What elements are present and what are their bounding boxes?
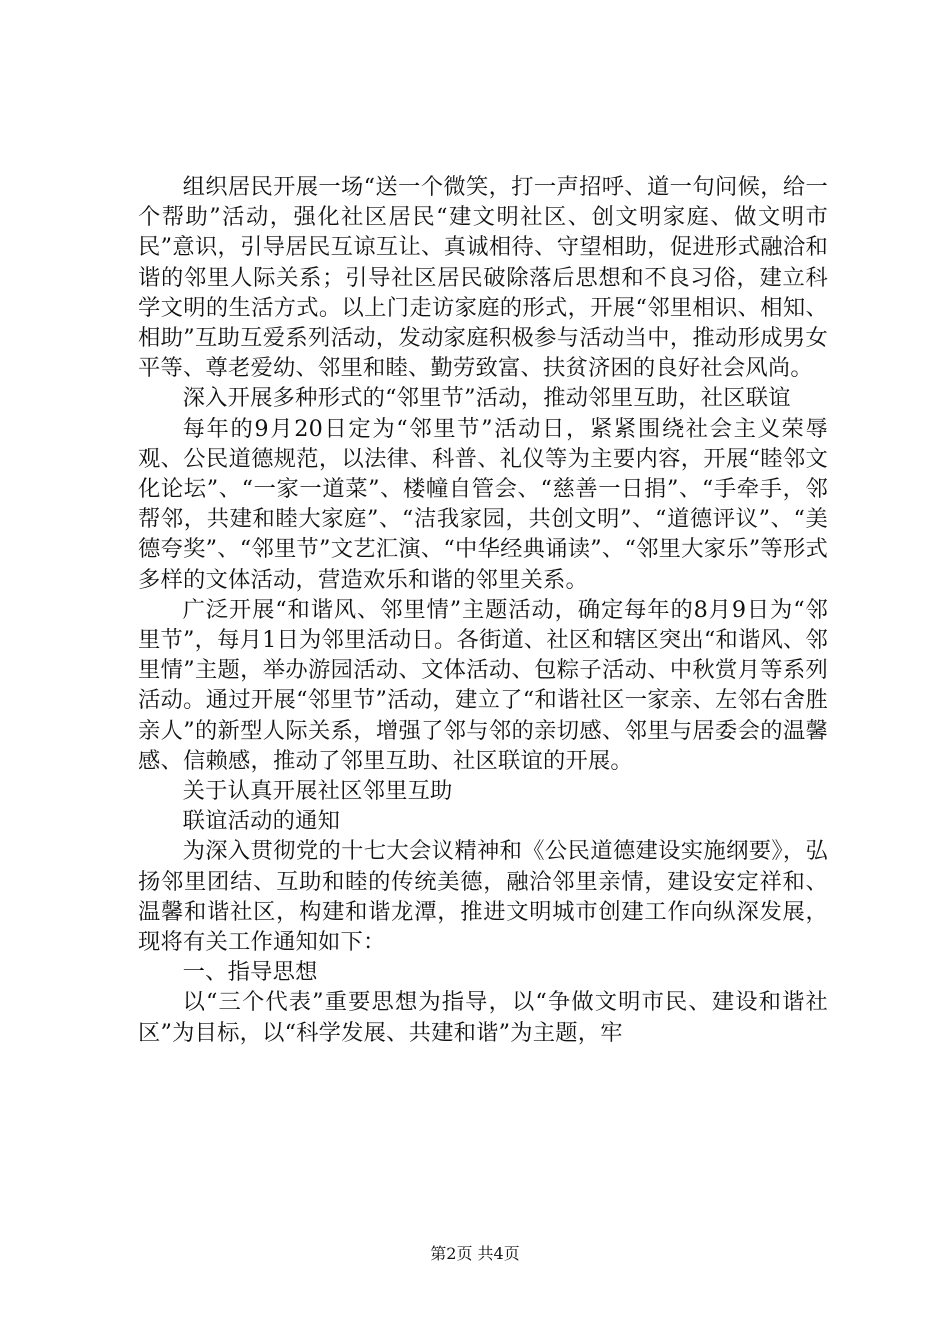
document-body [138, 172, 828, 1048]
paragraph-2-heading: 深入开展多种形式的“邻里节”活动，推动邻里互助，社区联谊 [182, 385, 791, 412]
section-heading-guiding-thought: 一、指导思想 [182, 959, 318, 986]
paragraph-3: 每年的9月20日定为“邻里节”活动日，紧紧围绕社会主义荣辱观、公民道德规范，以法律、科普、礼仪等为主要内容，开展“睦邻文化论坛”、“一家一道菜”、楼幢自管会、“慈善一日捐”、“手牵手，邻帮邻，共建和睦大家庭”、“洁我家园，共创文明”、“道德评议”、“美德夸奖”、“邻里节”文艺汇演、“中华经典诵读”、“邻里大家乐”等形式多样的文体活动，营造欢乐和谐的邻里关系。 [138, 415, 828, 593]
paragraph-1: 组织居民开展一场“送一个微笑，打一声招呼、道一句问候，给一个帮助”活动，强化社区居民“建文明社区、创文明家庭、做文明市民”意识，引导居民互谅互让、真诚相待、守望相助，促进形式融洽和谐的邻里人际关系；引导社区居民破除落后思想和不良习俗，建立科学文明的生活方式。以上门走访家庭的形式，开展“邻里相识、相知、相助”互助互爱系列活动，发动家庭积极参与活动当中，推动形成男女平等、尊老爱幼、邻里和睦、勤劳致富、扶贫济困的良好社会风尚。 [138, 174, 828, 382]
paragraph-7: 为深入贯彻党的十七大会议精神和《公民道德建设实施纲要》，弘扬邻里团结、互助和睦的传统美德，融洽邻里亲情，建设安定祥和、温馨和谐社区，构建和谐龙潭，推进文明城市创建工作向纵深发展，现将有关工作通知如下： [138, 838, 828, 956]
page-number-footer: 第2页 共4页 [430, 1244, 520, 1263]
paragraph-4: 广泛开展“和谐风、邻里情”主题活动，确定每年的8月9日为“邻里节”，每月1日为邻里活动日。各街道、社区和辖区突出“和谐风、邻里情”主题，举办游园活动、文体活动、包粽子活动、中秋赏月等系列活动。通过开展“邻里节”活动，建立了“和谐社区一家亲、左邻右舍胜亲人”的新型人际关系，增强了邻与邻的亲切感、邻里与居委会的温馨感、信赖感，推动了邻里互助、社区联谊的开展。 [138, 596, 828, 774]
notice-title-line-1: 关于认真开展社区邻里互助 [182, 778, 453, 805]
notice-title-line-2: 联谊活动的通知 [182, 808, 341, 835]
paragraph-9: 以“三个代表”重要思想为指导，以“争做文明市民、建设和谐社区”为目标，以“科学发展、共建和谐”为主题，牢 [138, 989, 828, 1046]
